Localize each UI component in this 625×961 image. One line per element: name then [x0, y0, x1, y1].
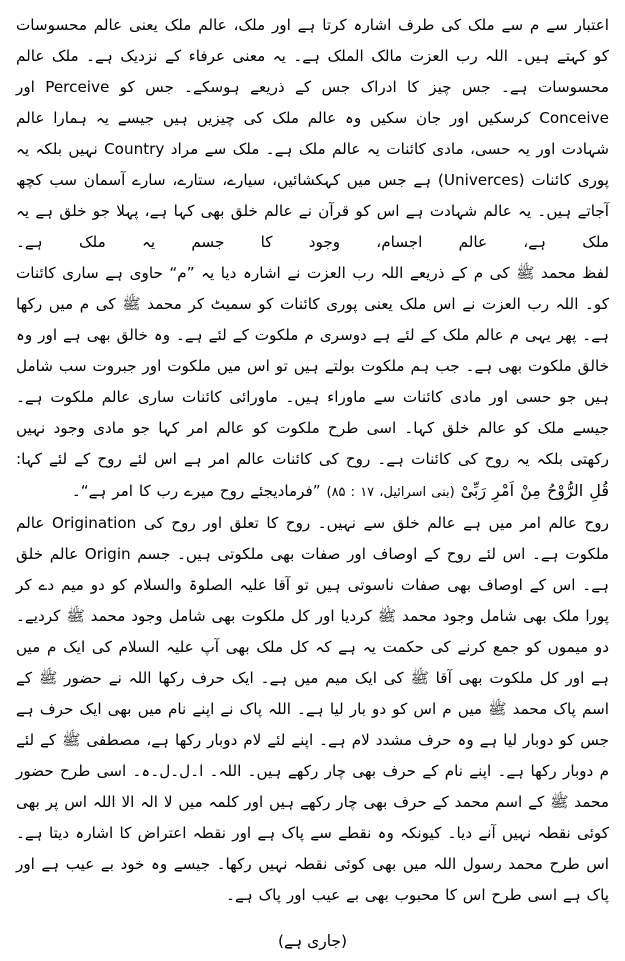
- verse-reference: (بنی اسرائیل، ۱۷ : ۸۵): [326, 485, 455, 500]
- paragraph-1: اعتبار سے م سے ملک کی طرف اشارہ کرتا ہے اور ملک، عالم ملک یعنی عالم محسوسات کو کہتے ہیں۔ اللہ رب العزت مالک الملک ہے۔ یہ معنی عرفاء کے نزدیک ہے۔ ملک عالم محسوسات ہے۔ جس چیز کا ادراک جس کے ذریعے ہوسکے۔ جس کو Perceive اور Conceive کرسکیں اور جان سکیں وہ عالم ملک کی چیزیں ہیں جیسے یہ ہمارا عالم شہادت اور یہ حسی، مادی کائنات یہ عالم ملک ہے۔ ملک سے مراد Country نہیں بلکہ یہ پوری کائنات (Univerces) ہے جس میں کہکشائیں، سیارے، ستارے، سارے آسمان سب کچھ آجاتے ہیں۔ یہ عالم شہادت ہے اس کو قرآن نے عالم خلق بھی کہا ہے، پہلا جو خلق ہے یہ ملک ہے، عالم اجسام، وجود کا جسم یہ ملک ہے۔: [16, 16, 610, 251]
- quran-verse-line: [16, 475, 609, 508]
- paragraph-3: روح عالم امر میں ہے عالم خلق سے نہیں۔ روح کا تعلق اور روح کی Origination عالم ملکوت ہے۔ اس لئے روح کے اوصاف اور صفات بھی ملکوتی ہیں۔ جسم Origin عالم خلق ہے۔ اس کے اوصاف بھی صفات ناسوتی ہیں تو آقا علیہ الصلوۃ والسلام کو دو میم دے کر پورا ملک بھی شامل وجود محمد ﷺ کردیا اور کل ملکوت بھی شامل وجود محمد ﷺ کردیے۔ دو میموں کو جمع کرنے کی حکمت یہ ہے کہ کل ملک بھی آپ علیہ السلام کی ایک م میں ہے اور کل ملکوت بھی آقا ﷺ کی ایک میم میں ہے۔ ایک حرف رکھا اللہ نے حضور ﷺ کے اسم پاک محمد ﷺ میں م اس کو دو بار لیا ہے۔ اللہ پاک نے اپنے نام میں بھی ایک حرف ہے جس کو دوبار لیا ہے وہ حرف مشدد لام ہے۔ اپنے لئے لام دوبار رکھا ہے، مصطفی ﷺ کے لئے م دوبار رکھا ہے۔ اپنے نام کے حرف بھی چار رکھے ہیں۔ اللہ۔ ا۔ل۔ل۔ہ۔ اسی طرح حضور محمد ﷺ کے اسم محمد کے حرف بھی چار رکھے ہیں اور کلمہ میں لا الہ الا اللہ اس پر بھی کوئی نقطہ نہیں آنے دیا۔ کیونکہ وہ نقطے سے پاک ہے اور نقطہ اعتراض کا اشارہ دیتا ہے۔ اس طرح محمد رسول اللہ میں بھی کوئی نقطہ نہیں رکھا۔ جیسے وہ خود بے عیب ہے اور پاک ہے اسی طرح اس کا محبوب بھی بے عیب اور پاک ہے۔: [16, 514, 609, 904]
- verse-translation: ”فرمادیجئے روح میرے رب کا امر ہے“۔: [71, 482, 321, 500]
- continuation-note: (جاری ہے): [277, 932, 348, 950]
- document-body: [16, 10, 609, 911]
- verse-arabic-text: قُلِ الرُّوْحُ مِنْ اَمْرِ رَبِّیْ: [460, 481, 609, 500]
- paragraph-2: لفظ محمد ﷺ کی م کے ذریعے اللہ رب العزت نے اشارہ دیا یہ ”م“ حاوی ہے ساری کائنات کو۔ اللہ رب العزت نے اس ملک یعنی پوری کائنات کو سمیٹ کر محمد ﷺ کی م میں رکھا ہے۔ پھر یہی م عالم ملک کے لئے ہے دوسری م ملکوت کے لئے ہے۔ وہ خالق بھی ہے اور وہ خالق ملکوت بھی ہے۔ جب ہم ملکوت بولتے ہیں تو اس میں ملکوت اور جبروت سب شامل ہیں جو حسی اور مادی کائنات سے ماوراء ہیں۔ ماورائی کائنات ساری عالم ملکوت ہے۔ جیسے ملک کو عالم خلق کہا۔ اسی طرح ملکوت کو عالم امر کہا جو مادی وجود نہیں رکھتی بلکہ یہ روح کی کائنات ہے۔ روح کی کائنات عالم امر ہے اس لئے روح کے لئے کہا:: [16, 264, 609, 468]
